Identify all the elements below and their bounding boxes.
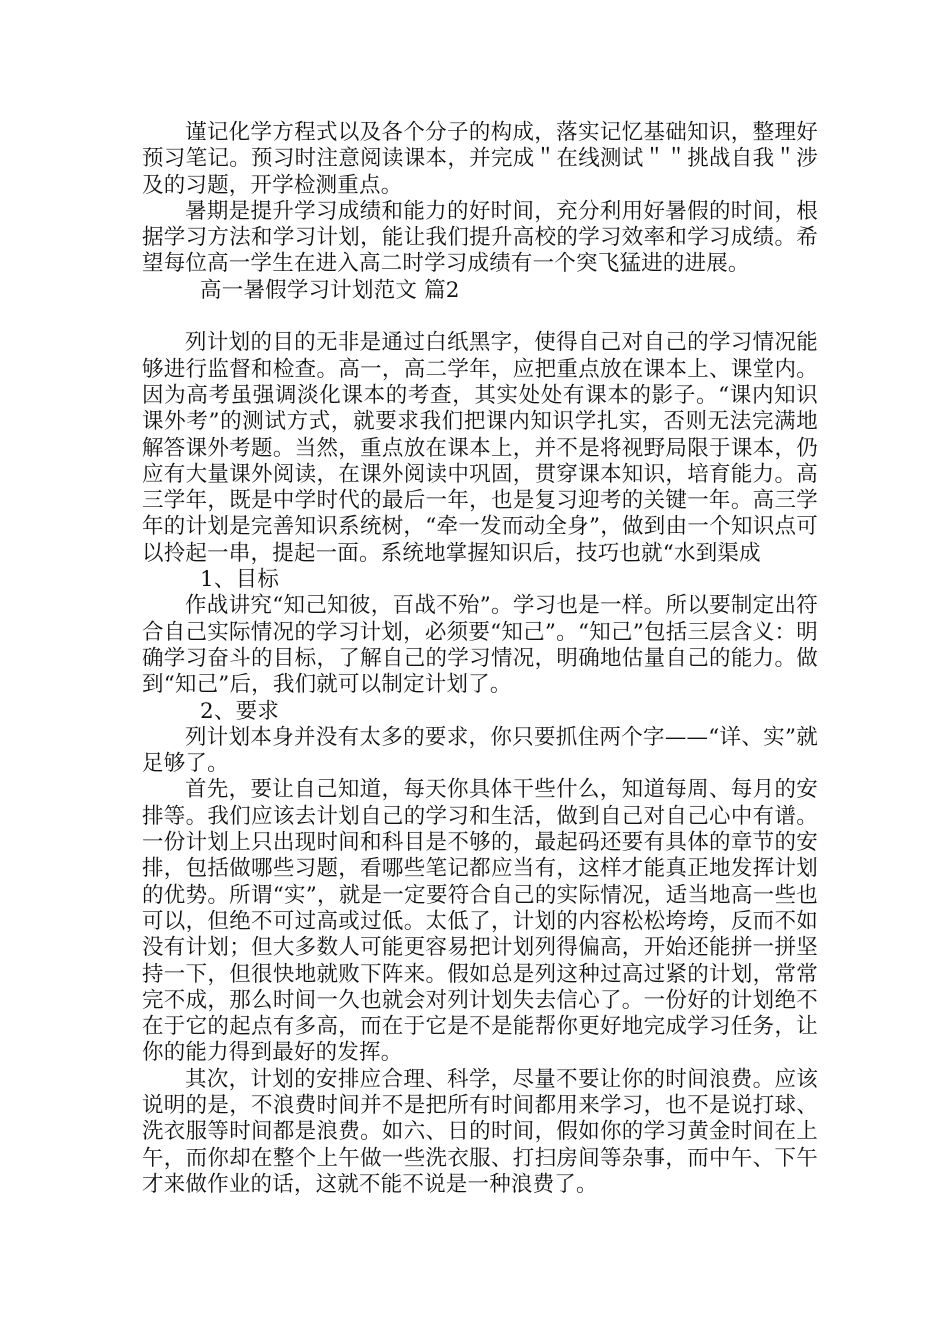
heading-goal: 1、目标 <box>200 567 280 593</box>
paragraph-plan-intro: 列计划的目的无非是通过白纸黑字，使得自己对自己的学习情况能够进行监督和检查。高一，高二学年，应把重点放在课本上、课堂内。因为高考虽强调淡化课本的考查，其实处处有课本的影子。“课内知识课外考”的测试方式，就要求我们把课内知识学扎实，否则无法完满地解答课外考题。当然，重点放在课本上，并不是将视野局限于课本，仍应有大量课外阅读，在课外阅读中巩固，贯穿课本知识，培育能力。高三学年，既是中学时代的最后一年，也是复习迎考的关键一年。高三学年的计划是完善知识系统树，“牵一发而动全身”，做到由一个知识点可以拎起一串，提起一面。系统地掌握知识后，技巧也就“水到渠成 <box>142 330 818 566</box>
paragraph-requirement-detail: 列计划本身并没有太多的要求，你只要抓住两个字——“详、实”就足够了。 <box>142 724 818 777</box>
paragraph-chemistry-review: 谨记化学方程式以及各个分子的构成，落实记忆基础知识，整理好预习笔记。预习时注意阅读课本，并完成＂在线测试＂＂挑战自我＂涉及的习题，开学检测重点。 <box>142 120 818 198</box>
paragraph-summer-summary: 暑期是提升学习成绩和能力的好时间，充分利用好暑假的时间，根据学习方法和学习计划，能让我们提升高校的学习效率和学习成绩。希望每位高一学生在进入高二时学习成绩有一个突飞猛进的进展。 <box>142 198 818 277</box>
paragraph-second-point: 其次，计划的安排应合理、科学，尽量不要让你的时间浪费。应该说明的是，不浪费时间并不是把所有时间都用来学习，也不是说打球、洗衣服等时间都是浪费。如六、日的时间，假如你的学习黄金时间在上午，而你却在整个上午做一些洗衣服、打扫房间等杂事，而中午、下午才来做作业的话，这就不能不说是一种浪费了。 <box>142 1066 818 1197</box>
section-title: 高一暑假学习计划范文 篇2 <box>200 277 460 303</box>
paragraph-goal: 作战讲究“知己知彼，百战不殆”。学习也是一样。所以要制定出符合自己实际情况的学习计划，必须要“知己”。“知己”包括三层含义：明确学习奋斗的目标，了解自己的学习情况，明确地估量自己的能力。做到“知己”后，我们就可以制定计划了。 <box>142 593 818 698</box>
heading-requirement: 2、要求 <box>200 698 280 724</box>
document-body <box>142 120 818 1198</box>
paragraph-first-point: 首先，要让自己知道，每天你具体干些什么，知道每周、每月的安排等。我们应该去计划自己的学习和生活，做到自己对自己心中有谱。一份计划上只出现时间和科目是不够的，最起码还要有具体的章节的安排，包括做哪些习题，看哪些笔记都应当有，这样才能真正地发挥计划的优势。所谓“实”，就是一定要符合自己的实际情况，适当地高一些也可以，但绝不可过高或过低。太低了，计划的内容松松垮垮，反而不如没有计划；但大多数人可能更容易把计划列得偏高，开始还能拼一拼坚持一下，但很快地就败下阵来。假如总是列这种过高过紧的计划，常常完不成，那么时间一久也就会对列计划失去信心了。一份好的计划绝不在于它的起点有多高，而在于它是不是能帮你更好地完成学习任务，让你的能力得到最好的发挥。 <box>142 777 818 1066</box>
blank-line <box>142 304 818 330</box>
